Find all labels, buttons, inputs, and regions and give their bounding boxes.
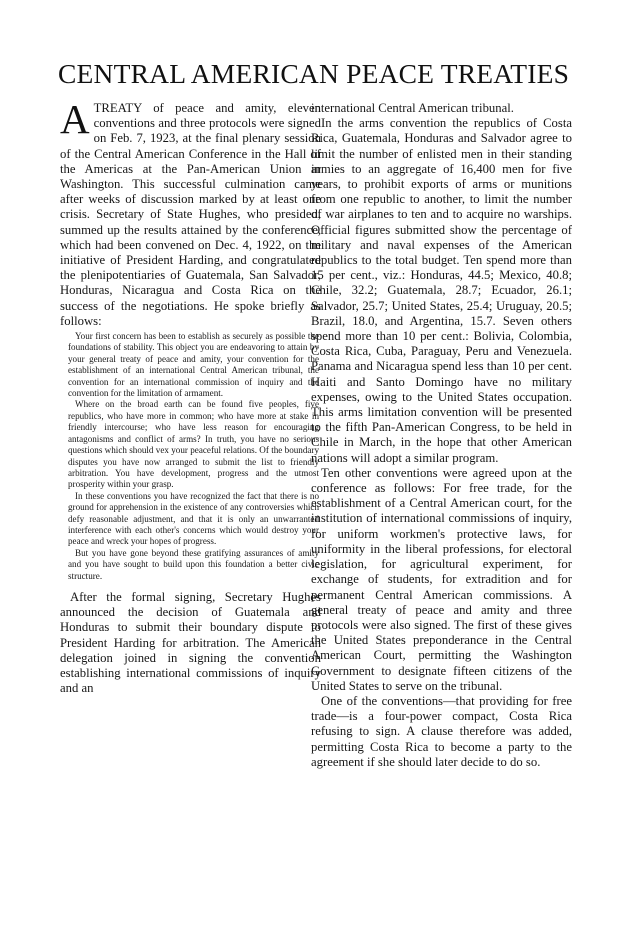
right-column xyxy=(311,101,572,770)
left-column xyxy=(60,96,321,696)
hughes-quote xyxy=(68,331,319,582)
continued-line: international Central American tribunal. xyxy=(311,101,514,115)
intro-paragraph xyxy=(60,96,321,329)
closing-paragraph: After the formal signing, Secretary Hughes announced the decision of Guatemala and Honduras to submit their boundary dispute to President Harding for arbitration. The American delegation joined in signing the convention establishing international commissions of inquiry and an xyxy=(60,589,321,696)
arms-convention-paragraph: In the arms convention the republics of Costa Rica, Guatemala, Honduras and Salvador agree to limit the number of enlisted men in their standing armies to an aggregate of 16,400 men for five years, to prohibit exports of arms or munitions from one republic to another, to limit the number of war airplanes to ten and to acquire no warships. Official figures submitted show the percentage of military and naval expenses of the American republics to the total budget. Ten spend more than 15 per cent., viz.: Honduras, 44.5; Mexico, 40.8; Chile, 32.2; Guatemala, 28.7; Ecuador, 26.1; Salvador, 25.7; United States, 25.4; Uruguay, 20.5; Brazil, 18.0, and Argentina, 15.7. Seven others spend more than 10 per cent.: Bolivia, Colombia, Costa Rica, Cuba, Paraguay, Peru and Venezuela. Panama and Nicaragua spend less than 10 per cent. Haiti and Santo Domingo have no military expenses, owing to the United States occupation. This arms limitation convention will be presented to the fifth Pan-American Congress, to be held in Chile in March, in the hope that other American nations will adopt a similar program. xyxy=(311,116,572,465)
intro-text: TREATY of peace and amity, eleven conventions and three protocols were signed on Feb. 7, 1923, at the final plenary session of the Central American Conference in the Hall of the Americas at the Pan-American Union in Washington. This successful culmination came after weeks of discussion marked by at least one crisis. Secretary of State Hughes, who presided, summed up the results attained by the conference, which had been convened on Dec. 4, 1922, on the initiative of President Harding, and congratulated the plenipotentiaries of Guatemala, San Salvador, Honduras, Nicaragua and Costa Rica on the success of the negotiations. He spoke briefly as follows: xyxy=(60,101,321,328)
page-title: CENTRAL AMERICAN PEACE TREATIES xyxy=(58,58,570,89)
other-conventions-paragraph: Ten other conventions were agreed upon at the conference as follows: For free trade, for the establishment of a Central American court, for the institution of international commissions of inquiry, for uniform workmen's protective laws, for uniformity in the liberal professions, for electoral legislation, for agricultural experiment, for exchange of students, for extradition and for permanent Central American commissions. A general treaty of peace and amity and three protocols were also signed. The first of these gives the United States preponderance in the Central American Court, permitting the Washington Government to designate fifteen citizens of the United States to serve on the tribunal. xyxy=(311,465,572,693)
drop-cap: A xyxy=(60,96,90,142)
quote-paragraph: But you have gone beyond these gratifying assurances of amity and you have sought to build upon this foundation a better civic structure. xyxy=(68,547,319,581)
free-trade-paragraph: One of the conventions—that providing for free trade—is a four-power compact, Costa Rica refusing to sign. A clause therefore was added, permitting Costa Rica to become a party to the agreement if she should later decide to do so. xyxy=(311,693,572,769)
quote-paragraph: In these conventions you have recognized the fact that there is no ground for apprehension in the existence of any controversies which defy reasonable adjustment, and that it is only an unwarranted interference with each other's concerns which would destroy your peace and wreck your hopes of progress. xyxy=(68,490,319,547)
quote-paragraph: Where on the broad earth can be found five peoples, five republics, who have more in common; who have more at stake in friendly intercourse; who have less reason for encouraging antagonisms and conflict of arms? In truth, you have no serious questions which should vex your peaceful relations. Of the boundary disputes you have now arranged to submit the list to friendly arbitration. You have development, progress and the utmost prosperity within your grasp. xyxy=(68,399,319,490)
quote-paragraph: Your first concern has been to establish as securely as possible the foundations of stability. This object you are endeavoring to attain by your general treaty of peace and amity, your convention for the establishment of an international Central American tribunal, the convention for an international commission of inquiry and the convention for the limitation of armament. xyxy=(68,331,319,399)
